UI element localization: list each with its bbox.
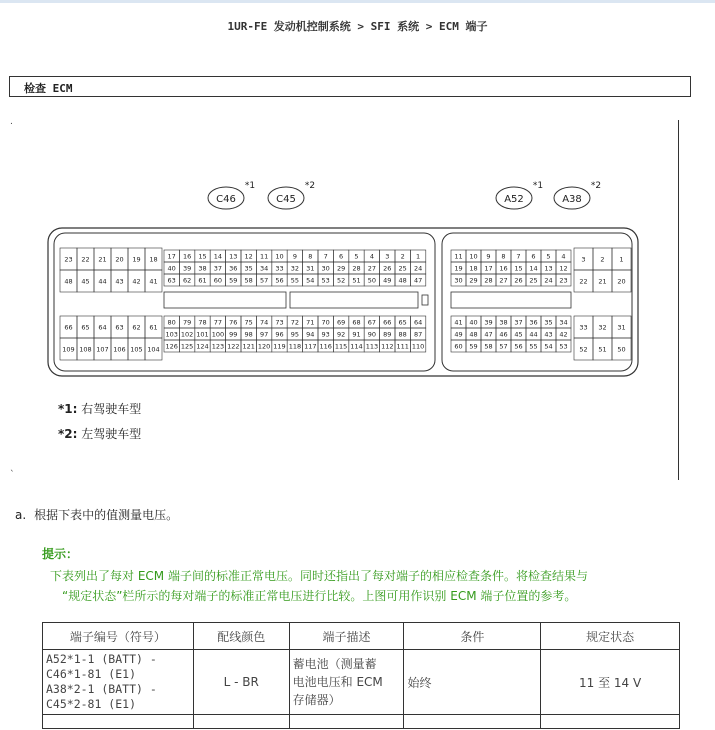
note-2 [58,425,141,442]
left-block-b-pin: 65 [398,318,407,327]
left-block-a-pin: 66 [64,323,73,332]
left-block-b-pin: 56 [275,276,284,285]
left-block-a-pin: 105 [130,345,143,354]
right-block-b-pin: 3 [581,255,586,264]
connector-label: A52 [504,194,524,205]
right-block-a-pin: 34 [559,318,568,327]
right-block-a-pin: 12 [559,264,568,273]
connector-star: *1 [532,181,544,191]
left-block-a-pin: 63 [115,323,124,332]
left-block-b-pin: 88 [398,330,407,339]
right-block-a-pin: 25 [529,276,538,285]
left-block-b-pin: 89 [383,330,392,339]
right-block-b-pin: 20 [617,277,626,286]
left-block-b-pin: 39 [182,264,192,273]
left-block-b-pin: 32 [290,264,300,273]
section-title: 检查 ECM [24,82,73,95]
left-block-b-pin: 72 [290,318,300,327]
left-block-b-pin: 120 [257,342,271,351]
left-block-a-pin: 20 [115,255,124,264]
table-cell-empty [193,715,289,729]
left-block-b-pin: 62 [182,276,192,285]
left-block-b-pin: 51 [352,276,361,285]
ecm-connector-diagram [40,170,650,390]
table-cell-empty [43,715,194,729]
right-block-a-pin: 24 [544,276,553,285]
table-cell-empty [404,715,541,729]
left-block-b-pin: 117 [304,342,317,351]
left-block-b-pin: 97 [259,330,269,339]
step-text: 根据下表中的值测量电压。 [34,508,179,522]
left-block-b-pin: 26 [383,264,392,273]
right-block-a-pin: 16 [499,264,508,273]
left-block-b-pin: 60 [213,276,223,285]
left-block-a-pin: 107 [96,345,109,354]
left-block-b-pin: 122 [227,342,240,351]
lock-bar [290,292,418,308]
left-block-b-pin: 114 [350,342,363,351]
left-block-b-pin: 11 [259,252,269,261]
right-block-a-pin: 40 [469,318,478,327]
left-block-b-pin: 3 [385,252,390,261]
right-block-a-pin: 7 [516,252,521,261]
left-block-b-pin: 100 [211,330,225,339]
left-block-a-pin: 43 [115,277,124,286]
left-block-b-pin: 53 [321,276,330,285]
left-block-b-pin: 99 [229,330,238,339]
right-block-a-pin: 13 [544,264,553,273]
left-block-a-pin: 21 [98,255,107,264]
left-block-b-pin: 94 [306,330,315,339]
left-block-b-pin: 15 [198,252,207,261]
right-block-a-pin: 15 [514,264,523,273]
right-block-a-pin: 5 [546,252,551,261]
hint-line-2: “规定状态”栏所示的每对端子的标准正常电压进行比较。上图可用作识别 ECM 端子位置的参考。 [62,589,577,603]
right-block-a-pin: 30 [454,276,463,285]
left-block-a-pin: 44 [98,277,107,286]
right-block-a-pin: 6 [531,252,536,261]
left-block-a-pin: 41 [149,277,158,286]
vertical-rule [678,120,679,480]
right-block-a-pin: 56 [514,342,523,351]
left-block-b-pin: 69 [336,318,346,327]
right-block-a-pin: 28 [484,276,493,285]
left-block-b-pin: 123 [211,342,225,351]
right-block-b-pin: 22 [579,277,588,286]
left-block-a-pin: 19 [132,255,141,264]
right-block-a-pin: 48 [469,330,478,339]
left-block-a-pin: 109 [62,345,75,354]
left-block-b-pin: 115 [334,342,348,351]
left-block-b-pin: 103 [165,330,178,339]
breadcrumb: 1UR-FE 发动机控制系统 > SFI 系统 > ECM 端子 [227,20,488,33]
left-block-b-pin: 102 [180,330,194,339]
right-block-a-pin: 14 [529,264,538,273]
right-block-b-pin: 31 [617,323,626,332]
cell-condition: 始终 [404,650,541,715]
right-block-a-pin: 46 [499,330,508,339]
left-block-b-pin: 63 [167,276,176,285]
left-block-b-pin: 112 [381,342,394,351]
step-a [15,506,178,523]
left-block-b-pin: 90 [367,330,377,339]
left-block-b-pin: 7 [323,252,328,261]
connector-label: C46 [216,194,236,205]
left-block-b-pin: 68 [352,318,361,327]
connector-star: *1 [244,181,256,191]
right-block-b-pin: 51 [598,345,607,354]
right-block-a-pin: 53 [559,342,568,351]
right-block-a-pin: 37 [514,318,523,327]
right-block-a-pin: 29 [469,276,478,285]
left-block-b-pin: 59 [229,276,238,285]
left-block-b-pin: 118 [288,342,302,351]
left-block-b-pin: 96 [275,330,284,339]
note-1-key: *1: [58,402,78,416]
left-block-b-pin: 30 [321,264,330,273]
left-block-b-pin: 110 [411,342,425,351]
left-block-a-pin: 48 [64,277,73,286]
left-block-b-pin: 80 [167,318,176,327]
left-block-b-pin: 4 [369,252,374,261]
left-block-b-pin: 74 [259,318,269,327]
left-block-b-pin: 38 [198,264,207,273]
right-block-a-pin: 44 [529,330,538,339]
left-block-b-pin: 101 [196,330,209,339]
hint-title: 提示： [42,547,79,561]
right-block-a-pin: 36 [529,318,538,327]
left-block-b-pin: 6 [339,252,344,261]
cell-wire-color: L - BR [193,650,289,715]
table-cell-empty [541,715,680,729]
left-block-a-pin: 108 [79,345,92,354]
right-block-b-pin: 50 [617,345,626,354]
left-block-b-pin: 28 [352,264,361,273]
left-block-b-pin: 29 [336,264,346,273]
hint-text [50,566,680,606]
left-block-b-pin: 54 [306,276,315,285]
right-block-b-pin: 21 [598,277,607,286]
left-block-b-pin: 34 [259,264,269,273]
left-block-b-pin: 124 [196,342,209,351]
hint-line-1: 下表列出了每对 ECM 端子间的标准正常电压。同时还指出了每对端子的相应检查条件。将检查结果与 [50,569,588,583]
left-block-a-pin: 64 [98,323,107,332]
right-block-a-pin: 54 [544,342,553,351]
left-block-a-pin: 45 [81,277,90,286]
note-1 [58,400,141,417]
right-block-a-pin: 35 [544,318,553,327]
left-block-a-pin: 62 [132,323,141,332]
left-block-b-pin: 79 [182,318,192,327]
right-block-a-pin: 60 [454,342,463,351]
right-block-a-pin: 57 [499,342,508,351]
left-block-b-pin: 10 [275,252,284,261]
header-terminal: 端子编号（符号） [43,623,194,650]
left-block-b-pin: 31 [306,264,315,273]
table-cell-empty [289,715,404,729]
cell-description: 蓄电池（测量蓄 电池电压和 ECM 存储器） [289,650,404,715]
right-block-a-pin: 39 [484,318,493,327]
right-block-b-pin: 33 [579,323,588,332]
left-block-b-pin: 92 [336,330,346,339]
left-block-b-pin: 58 [244,276,253,285]
connector-star: *2 [304,181,316,191]
left-block-b-pin: 35 [244,264,253,273]
left-block-b-pin: 55 [290,276,300,285]
corner-mark: ` [10,470,15,480]
right-block-a-pin: 59 [469,342,478,351]
right-block-a-pin: 18 [469,264,478,273]
left-block-b-pin: 52 [336,276,346,285]
right-block-a-pin: 38 [499,318,508,327]
right-block-a-pin: 41 [454,318,463,327]
right-block-a-pin: 8 [501,252,506,261]
left-block-b-pin: 14 [213,252,223,261]
left-block-b-pin: 40 [167,264,176,273]
connector-label: A38 [562,194,582,205]
left-block-b-pin: 57 [259,276,269,285]
left-block-b-pin: 126 [165,342,178,351]
table-header-row [43,623,680,650]
left-block-b-pin: 8 [308,252,313,261]
left-block-b-pin: 25 [398,264,407,273]
table-row [43,650,680,715]
left-block-b-pin: 64 [413,318,423,327]
left-block-b-pin: 70 [321,318,330,327]
right-block-b-pin: 52 [579,345,588,354]
left-block-b-pin: 77 [213,318,223,327]
right-block-a-pin: 42 [559,330,568,339]
left-block-b-pin: 33 [275,264,284,273]
left-block-b-pin: 1 [416,252,421,261]
left-block-b-pin: 36 [229,264,238,273]
left-block-b-pin: 95 [290,330,300,339]
left-block-a-pin: 42 [132,277,141,286]
left-block-a-pin: 23 [64,255,73,264]
top-border [0,0,715,3]
corner-mark: . [10,117,13,127]
right-block-a-pin: 43 [544,330,553,339]
note-2-text: 左驾驶车型 [81,427,142,441]
left-block-b-pin: 27 [367,264,377,273]
note-2-key: *2: [58,427,78,441]
left-block-a-pin: 106 [113,345,126,354]
right-block-a-pin: 58 [484,342,493,351]
left-block-a-pin: 18 [149,255,158,264]
left-block-b-pin: 73 [275,318,284,327]
left-block-b-pin: 49 [383,276,392,285]
right-block-a-pin: 27 [499,276,508,285]
right-block-b-pin: 1 [619,255,624,264]
left-block-b-pin: 119 [273,342,286,351]
left-block-b-pin: 71 [306,318,315,327]
right-block-b-pin: 32 [598,323,607,332]
right-block-a-pin: 47 [484,330,493,339]
left-block-b-pin: 47 [413,276,423,285]
left-block-b-pin: 5 [354,252,359,261]
right-block-a-pin: 11 [454,252,463,261]
right-block-a-pin: 23 [559,276,568,285]
connector-star: *2 [590,181,602,191]
left-block-b-pin: 9 [292,252,297,261]
right-block-a-pin: 10 [469,252,478,261]
left-block-b-pin: 17 [167,252,176,261]
left-block-b-pin: 98 [244,330,253,339]
left-block-b-pin: 78 [198,318,207,327]
left-block-b-pin: 91 [352,330,361,339]
left-block-b-pin: 66 [383,318,392,327]
left-block-b-pin: 50 [367,276,377,285]
right-block-a-pin: 19 [454,264,463,273]
right-block-a-pin: 9 [486,252,491,261]
left-block-a-pin: 65 [81,323,90,332]
terminal-spec-table [42,622,680,729]
header-condition: 条件 [404,623,541,650]
table-row [43,715,680,729]
left-block-b-pin: 113 [365,342,379,351]
lock-bar [451,292,571,308]
cell-terminal: A52*1-1 (BATT) - C46*1-81 (E1) A38*2-1 (BATT) - C45*2-81 (E1) [43,650,194,715]
left-block-b-pin: 16 [182,252,192,261]
left-block-b-pin: 75 [244,318,253,327]
left-block-b-pin: 111 [396,342,409,351]
left-block-a-pin: 104 [147,345,160,354]
left-block-a-pin: 61 [149,323,158,332]
right-block-a-pin: 26 [514,276,523,285]
left-block-b-pin: 24 [413,264,423,273]
step-letter: a. [15,508,27,522]
left-block-b-pin: 12 [244,252,253,261]
header-description: 端子描述 [289,623,404,650]
left-block-a-pin: 22 [81,255,90,264]
left-block-b-pin: 2 [400,252,405,261]
key-slot [422,295,428,305]
connector-label: C45 [276,194,296,205]
left-block-b-pin: 121 [242,342,255,351]
left-block-b-pin: 76 [229,318,238,327]
header-wire-color: 配线颜色 [193,623,289,650]
left-block-b-pin: 93 [321,330,330,339]
cell-spec: 11 至 14 V [541,650,680,715]
note-1-text: 右驾驶车型 [81,402,142,416]
right-block-a-pin: 4 [561,252,566,261]
right-block-a-pin: 45 [514,330,523,339]
right-block-a-pin: 17 [484,264,493,273]
left-block-b-pin: 48 [398,276,407,285]
left-block-b-pin: 37 [213,264,223,273]
lock-bar [164,292,286,308]
left-block-b-pin: 13 [229,252,238,261]
right-block-a-pin: 49 [454,330,463,339]
left-block-b-pin: 87 [413,330,423,339]
left-block-b-pin: 116 [319,342,332,351]
right-block-a-pin: 55 [529,342,538,351]
left-block-b-pin: 125 [180,342,194,351]
left-block-b-pin: 67 [367,318,377,327]
right-block-b-pin: 2 [600,255,605,264]
header-spec: 规定状态 [541,623,680,650]
left-block-b-pin: 61 [198,276,207,285]
section-header [9,76,691,97]
